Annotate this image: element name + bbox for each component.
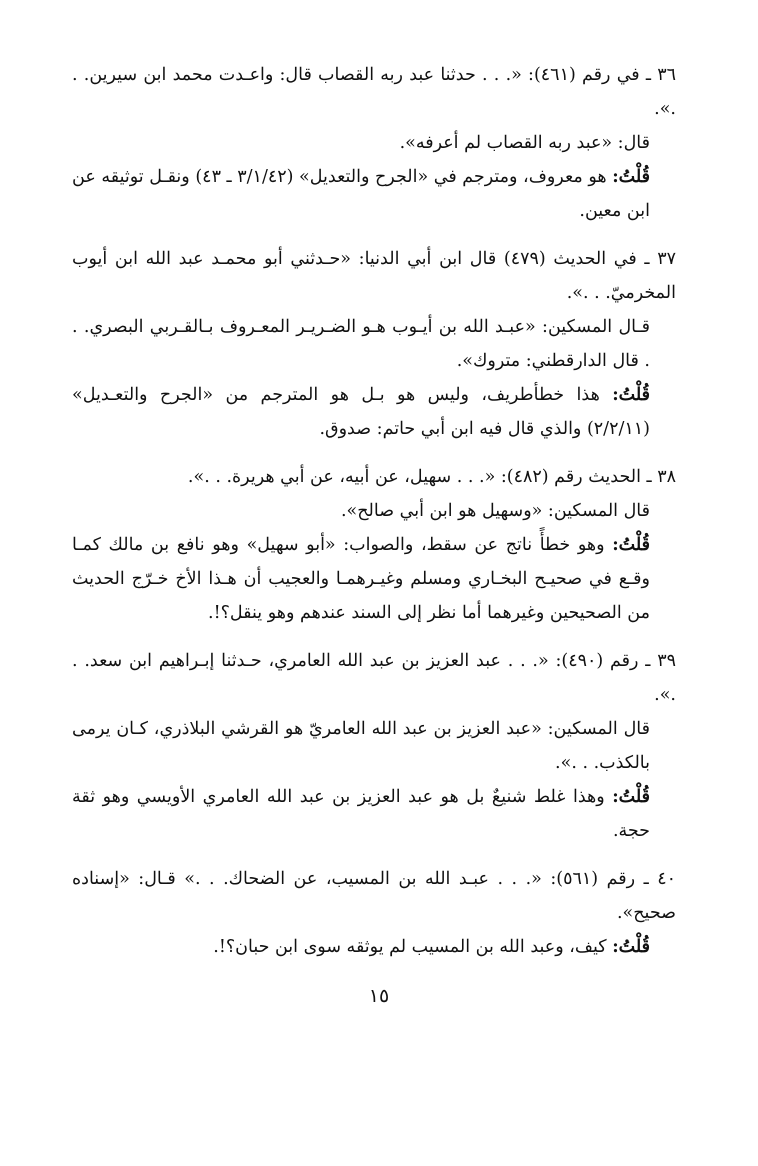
reply-text: كيف، وعبد الله بن المسيب لم يوثقه سوى ابن حبان؟!. bbox=[213, 937, 613, 957]
critic-reply bbox=[72, 160, 676, 228]
entry-heading: ٤٠ ـ رقم (٥٦١): «. . . عبـد الله بن المسيب، عن الضحاك. . .» قـال: «إسناده صحيح». bbox=[72, 869, 677, 923]
entry-heading: ٣٩ ـ رقم (٤٩٠): «. . . عبد العزيز بن عبد الله العامري، حـدثنا إبـراهيم ابن سعد. . .». bbox=[72, 651, 676, 705]
critic-reply bbox=[72, 780, 676, 848]
page-number: ١٥ bbox=[368, 985, 390, 1007]
reply-text: وهذا غلط شنيعٌ بل هو عبد العزيز بن عبد الله العامري الأويسي وهو ثقة حجة. bbox=[72, 787, 650, 841]
qult-label: قُلْتُ: bbox=[612, 787, 650, 807]
entry-39 bbox=[72, 644, 676, 848]
entry-heading: ٣٨ ـ الحديث رقم (٤٨٢): «. . . سهيل، عن أبيه، عن أبي هريرة. . .». bbox=[187, 467, 676, 487]
qult-label: قُلْتُ: bbox=[612, 535, 650, 555]
entry-38 bbox=[72, 460, 676, 630]
author-quote: قال المسكين: «وسهيل هو ابن أبي صالح». bbox=[340, 501, 650, 521]
author-quote: قـال المسكين: «عبـد الله بن أيـوب هـو الضـريـر المعـروف بـالقـربي البصري. . . قال الدارقطني: متروك». bbox=[72, 317, 650, 371]
entry-37 bbox=[72, 242, 676, 446]
qult-label: قُلْتُ: bbox=[612, 167, 650, 187]
critic-reply bbox=[72, 378, 676, 446]
critic-reply bbox=[72, 930, 676, 964]
author-quote: قال المسكين: «عبد العزيز بن عبد الله العامريّ هو القرشي البلاذري، كـان يرمى بالكذب. . .». bbox=[72, 719, 650, 773]
entry-40 bbox=[72, 862, 676, 964]
critic-reply bbox=[72, 528, 676, 630]
reply-text: هذا خطأطريف، وليس هو بـل هو المترجم من «الجرح والتعـديل» (٢/٢/١١) والذي قال فيه ابن أبي حاتم: صدوق. bbox=[72, 385, 650, 439]
qult-label: قُلْتُ: bbox=[612, 937, 650, 957]
entry-heading: ٣٦ ـ في رقم (٤٦١): «. . . حدثنا عبد ربه القصاب قال: واعـدت محمد ابن سيرين. . .». bbox=[72, 65, 677, 119]
qult-label: قُلْتُ: bbox=[612, 385, 650, 405]
entry-36 bbox=[72, 58, 676, 228]
entry-heading: ٣٧ ـ في الحديث (٤٧٩) قال ابن أبي الدنيا: «حـدثني أبو محمـد عبد الله ابن أيوب المخرميّ. . .». bbox=[72, 249, 677, 303]
reply-text: هو معروف، ومترجم في «الجرح والتعديل» (٣/١/٤٢ ـ ٤٣) ونقـل توثيقه عن ابن معين. bbox=[72, 167, 650, 221]
reply-text: وهو خطأً ناتج عن سقط، والصواب: «أبو سهيل» وهو نافع بن مالك كمـا وقـع في صحيـح البخـاري ومسلم وغيـرهمـا والعجيب أن هـذا الأخ خـرّج الحديث من الصحيحين وغيرهما أما نظر إلى السند عندهم وهو ينقل؟!. bbox=[72, 535, 650, 623]
author-quote: قال: «عبد ربه القصاب لم أعرفه». bbox=[399, 133, 650, 153]
